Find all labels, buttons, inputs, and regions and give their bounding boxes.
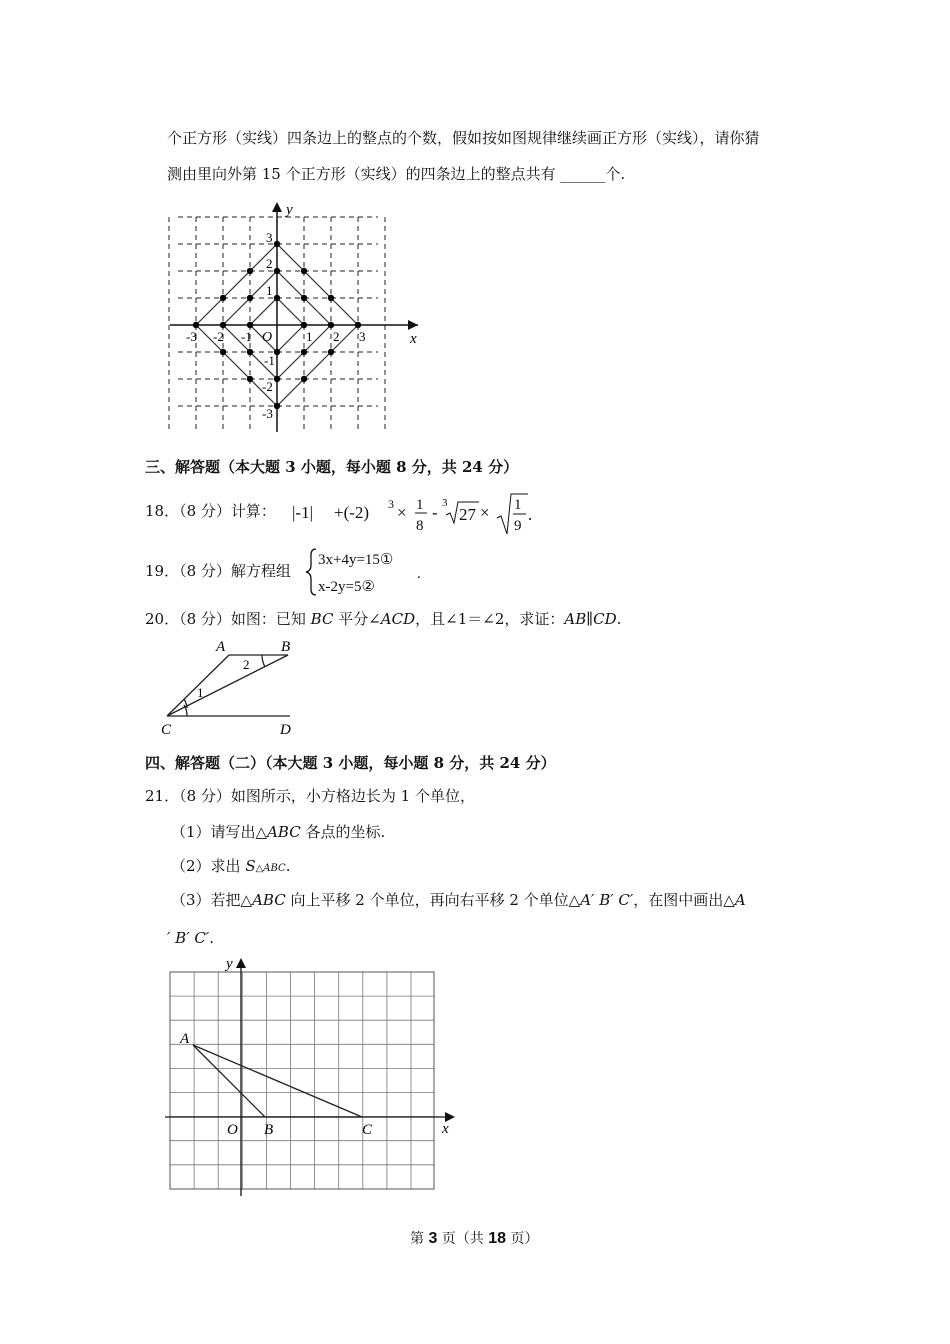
left-brace-icon: [306, 549, 316, 595]
fig17-y-tick: 2: [266, 256, 273, 271]
q18-minus: -: [432, 503, 438, 522]
footer-c: 页）: [506, 1231, 539, 1247]
q20-mid2: ，且∠1＝∠2，求证：: [415, 610, 565, 628]
q21-part1-abc: ABC: [267, 823, 301, 841]
lattice-point: [220, 322, 226, 328]
fig21-x-label: x: [442, 1121, 449, 1137]
fig17-x-tick: -3: [186, 329, 197, 344]
q21-part3-line2-text: ′ B′ C′: [167, 929, 210, 947]
fig17-x-tick: 3: [359, 329, 366, 344]
fig20-angle1: 1: [197, 685, 204, 700]
q20-conclusion: AB∥CD: [564, 610, 617, 628]
lattice-point: [193, 322, 199, 328]
lattice-point: [220, 349, 226, 355]
footer-b: 页（共: [437, 1231, 489, 1247]
lattice-point: [247, 268, 253, 274]
q18-expression: [288, 488, 538, 538]
q18-times: ×: [480, 503, 490, 522]
q18-sqrt-num: 1: [514, 497, 522, 513]
q21-part3-abc: ABC: [252, 891, 286, 909]
lattice-point: [274, 268, 280, 274]
section3-heading: 三、解答题（本大题 3 小题，每小题 8 分，共 24 分）: [145, 458, 519, 476]
lattice-point: [301, 349, 307, 355]
q17-line2: 测由里向外第 15 个正方形（实线）的四条边上的整点共有 ______个.: [167, 165, 626, 183]
fig17-y-tick: -1: [264, 353, 275, 368]
q18-frac-den: 8: [416, 518, 424, 534]
fig21-label-b: B: [264, 1122, 274, 1138]
q21-part2: [171, 856, 290, 879]
fig17-lattice-diagram: [160, 195, 440, 435]
fig17-y-tick: -3: [262, 406, 273, 421]
q21-part1-b: 各点的坐标.: [300, 823, 386, 841]
fig17-y-tick: -2: [262, 379, 273, 394]
q21-part1: [171, 822, 385, 842]
lattice-point: [247, 295, 253, 301]
lattice-point: [355, 322, 361, 328]
fig17-x-tick: -1: [241, 329, 252, 344]
q19-eq2: x-2y=5②: [318, 579, 375, 595]
q21-part3-line2: [167, 928, 214, 948]
fig21-label-a: A: [180, 1031, 190, 1047]
fig21-y-label: y: [226, 956, 233, 972]
lattice-point: [247, 349, 253, 355]
q21-part2-s: S: [245, 857, 256, 875]
lattice-point: [328, 295, 334, 301]
q21-part3-end: .: [209, 929, 215, 947]
q21-intro: 21．（8 分）如图所示，小方格边长为 1 个单位，: [145, 787, 475, 805]
q21-part2-a: （2）求出: [171, 857, 246, 875]
q20-end: .: [616, 610, 622, 628]
q18-end: .: [528, 505, 533, 524]
q20-bc: BC: [310, 610, 334, 628]
fig17-x-tick: -2: [213, 329, 224, 344]
lattice-point: [274, 403, 280, 409]
y-axis-arrow-icon: [236, 958, 246, 968]
q20-prefix: 20．（8 分）如图：已知: [145, 610, 311, 628]
lattice-point: [220, 295, 226, 301]
fig21-label-c: C: [362, 1122, 373, 1138]
q21-part1-a: （1）请写出△: [171, 823, 268, 841]
q20-statement: [145, 609, 621, 629]
fig20-label-c: C: [161, 722, 172, 738]
q20-acd: ACD: [380, 610, 416, 628]
fig17-x-label: x: [410, 331, 417, 347]
q21-part3-prime: A′ B′ C′: [580, 891, 634, 909]
fig20-diagram: [155, 633, 305, 743]
fig17-y-tick: 1: [266, 283, 273, 298]
lattice-point: [301, 376, 307, 382]
q20-mid: 平分∠: [333, 610, 381, 628]
fig17-origin: O: [262, 330, 273, 345]
q21-part3-c: ，在图中画出△: [633, 891, 735, 909]
q17-line1: 个正方形（实线）四条边上的整点的个数，假如按如图规律继续画正方形（实线），请你猜: [167, 129, 760, 147]
lattice-point: [328, 322, 334, 328]
fig17-y-tick: 3: [266, 230, 273, 245]
footer-page-number: 3: [428, 1230, 438, 1247]
q18-radicand: 27: [459, 505, 476, 524]
fig17-y-label: y: [286, 202, 293, 218]
q18-exponent: 3: [388, 497, 394, 511]
lattice-point: [274, 241, 280, 247]
q18-root-index: 3: [442, 497, 448, 509]
fig20-label-d: D: [280, 722, 291, 738]
fig20-label-a: A: [216, 639, 226, 655]
lattice-point: [274, 295, 280, 301]
q19-prefix: 19．（8 分）解方程组: [145, 562, 291, 580]
fig21-origin: O: [227, 1122, 238, 1138]
lattice-point: [301, 268, 307, 274]
q18-times: ×: [397, 503, 407, 522]
fig17-x-tick: 1: [306, 329, 313, 344]
q18-abs: |-1|: [292, 503, 313, 522]
lattice-point: [247, 376, 253, 382]
fig20-angle2: 2: [243, 657, 250, 672]
y-axis-arrow-icon: [272, 202, 282, 212]
q19-eq1: 3x+4y=15①: [318, 552, 394, 568]
lattice-point: [274, 376, 280, 382]
fig17-x-tick: 2: [333, 329, 340, 344]
q19-system: [302, 545, 432, 600]
q21-part3-a: （3）若把△: [171, 891, 253, 909]
lattice-point: [328, 349, 334, 355]
page-footer: [410, 1228, 539, 1248]
q18-plus: +(-2): [334, 503, 370, 522]
q21-part3-b: 向上平移 2 个单位，再向右平移 2 个单位△: [285, 891, 581, 909]
section4-heading: 四、解答题（二）（本大题 3 小题，每小题 8 分，共 24 分）: [145, 754, 556, 772]
footer-total-pages: 18: [488, 1230, 507, 1247]
fig20-label-b: B: [281, 639, 291, 655]
q21-part2-sub: △ABC: [255, 863, 286, 874]
lattice-point: [301, 322, 307, 328]
q18-prefix: 18．（8 分）计算：: [145, 502, 276, 520]
q21-part3-a-vertex: A: [734, 891, 746, 909]
q18-frac-num: 1: [416, 497, 424, 513]
q21-part3: [171, 890, 746, 910]
x-axis-arrow-icon: [408, 320, 418, 330]
lattice-point: [247, 322, 253, 328]
fig21-grid-diagram: [160, 950, 460, 1200]
footer-a: 第: [410, 1231, 429, 1247]
lattice-point: [301, 295, 307, 301]
q21-part2-end: .: [285, 857, 291, 875]
q18-sqrt-den: 9: [514, 518, 522, 534]
q19-end: .: [417, 566, 421, 582]
